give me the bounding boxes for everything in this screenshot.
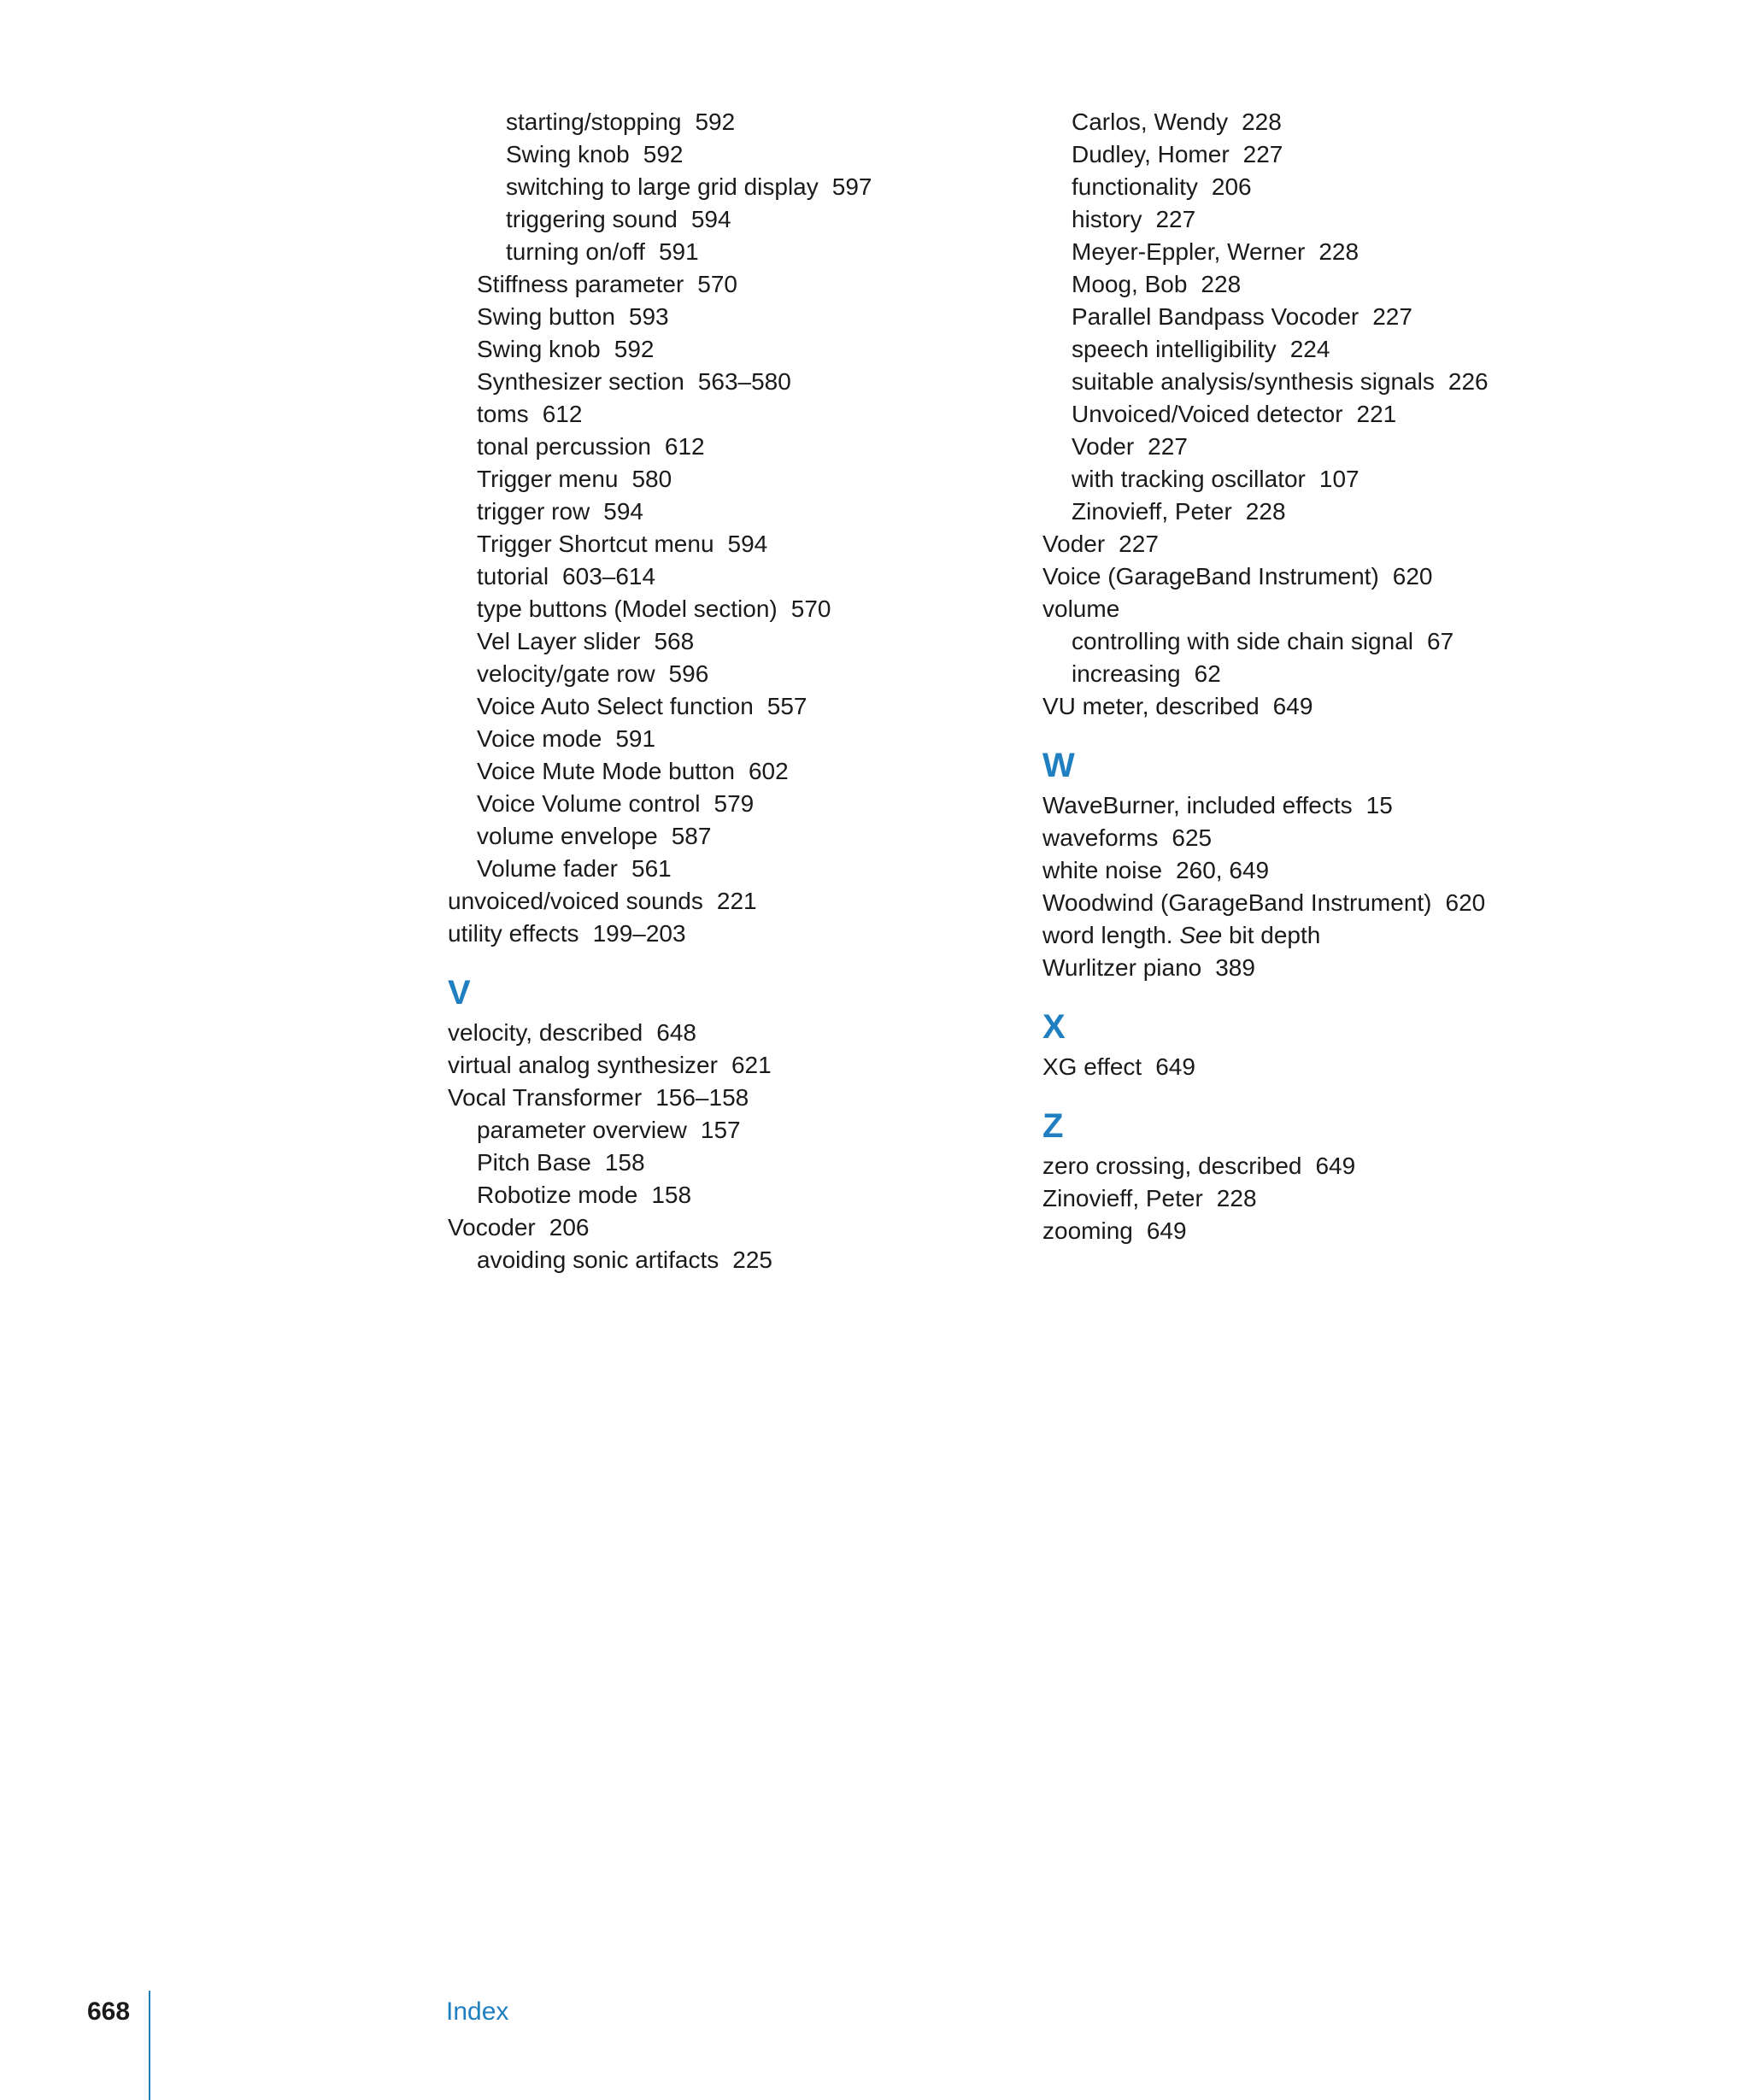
- index-page-ref: 612: [542, 401, 583, 427]
- index-subentry: [448, 658, 978, 690]
- footer-divider: [149, 1991, 150, 2100]
- index-term: white noise: [1042, 857, 1163, 883]
- index-page-ref: 602: [748, 758, 789, 784]
- index-page-ref: 221: [1356, 401, 1397, 427]
- index-page-ref: 228: [1216, 1185, 1257, 1211]
- index-page-ref: 591: [615, 725, 656, 752]
- index-entry: [1042, 952, 1572, 984]
- index-term: XG effect: [1042, 1053, 1142, 1080]
- index-term: waveforms: [1042, 824, 1159, 851]
- index-term: with tracking oscillator: [1072, 466, 1306, 492]
- index-entry: [448, 1082, 978, 1114]
- index-term: Swing knob: [477, 336, 601, 362]
- index-page-ref: 67: [1427, 628, 1454, 654]
- index-subentry: [448, 106, 978, 138]
- index-page-ref: 157: [700, 1117, 741, 1143]
- index-subentry: [448, 560, 978, 593]
- index-page-ref: 592: [614, 336, 655, 362]
- index-term: Moog, Bob: [1072, 271, 1188, 297]
- index-subentry: [448, 1179, 978, 1211]
- index-subentry: [448, 690, 978, 723]
- index-term: volume: [1042, 595, 1120, 622]
- index-page-ref: 592: [695, 109, 736, 135]
- index-page-ref: 156–158: [655, 1084, 749, 1111]
- index-letter-heading: W: [1042, 747, 1075, 784]
- index-term: volume envelope: [477, 823, 658, 849]
- index-page-ref: 227: [1242, 141, 1283, 167]
- index-page-ref: 592: [643, 141, 684, 167]
- index-subentry: [1042, 138, 1572, 171]
- index-page-ref: 199–203: [592, 920, 686, 947]
- index-term: functionality: [1072, 173, 1198, 200]
- index-term: Wurlitzer piano: [1042, 954, 1202, 981]
- index-term: trigger row: [477, 498, 590, 525]
- index-page-ref: 62: [1194, 660, 1221, 687]
- index-term: Swing button: [477, 303, 615, 330]
- index-subentry: [448, 853, 978, 885]
- index-entry: [1042, 1150, 1572, 1182]
- index-subentry: [1042, 398, 1572, 431]
- index-term: history: [1072, 206, 1142, 232]
- index-subentry: [448, 593, 978, 625]
- index-term: turning on/off: [506, 238, 645, 265]
- index-term: Trigger menu: [477, 466, 619, 492]
- index-term: Volume fader: [477, 855, 618, 882]
- index-page-ref: 568: [654, 628, 695, 654]
- index-term: tutorial: [477, 563, 549, 590]
- index-page-ref: 625: [1172, 824, 1213, 851]
- index-subentry: [1042, 301, 1572, 333]
- index-term: virtual analog synthesizer: [448, 1052, 718, 1078]
- index-subentry: [1042, 366, 1572, 398]
- index-term: Synthesizer section: [477, 368, 684, 395]
- index-subentry: [1042, 203, 1572, 236]
- index-subentry: [1042, 106, 1572, 138]
- index-page-ref: 620: [1445, 889, 1486, 916]
- index-letter-heading: Z: [1042, 1107, 1064, 1145]
- index-subentry: [448, 1244, 978, 1276]
- index-page-ref: 206: [549, 1214, 590, 1241]
- index-subentry: [448, 171, 978, 203]
- index-page-ref: 587: [671, 823, 712, 849]
- index-term: Voice Auto Select function: [477, 693, 754, 719]
- index-page-ref: 225: [732, 1247, 772, 1273]
- index-term: zooming: [1042, 1217, 1133, 1244]
- index-subentry: [448, 268, 978, 301]
- index-term: Zinovieff, Peter: [1072, 498, 1232, 525]
- index-subentry: [448, 431, 978, 463]
- index-term: triggering sound: [506, 206, 678, 232]
- index-page-ref: 107: [1318, 466, 1359, 492]
- index-subentry: [448, 366, 978, 398]
- index-page-ref: 389: [1215, 954, 1255, 981]
- index-term: controlling with side chain signal: [1072, 628, 1413, 654]
- index-subentry: [448, 203, 978, 236]
- index-subentry: [448, 463, 978, 496]
- index-entry: [448, 918, 978, 950]
- index-term: parameter overview: [477, 1117, 687, 1143]
- index-page-ref: 227: [1148, 433, 1188, 460]
- index-term: Woodwind (GarageBand Instrument): [1042, 889, 1432, 916]
- index-entry: [1042, 1215, 1572, 1247]
- index-entry: [1042, 919, 1572, 952]
- index-page-ref: 649: [1272, 693, 1313, 719]
- index-entry: [448, 1049, 978, 1082]
- index-term: Stiffness parameter: [477, 271, 684, 297]
- see-reference-label: See: [1179, 922, 1223, 948]
- index-term: Vocal Transformer: [448, 1084, 643, 1111]
- index-term: Unvoiced/Voiced detector: [1072, 401, 1343, 427]
- index-entry: [1042, 822, 1572, 854]
- index-entry: [1042, 789, 1572, 822]
- index-page-ref: 260, 649: [1176, 857, 1270, 883]
- index-page-ref: 228: [1245, 498, 1286, 525]
- index-term: speech intelligibility: [1072, 336, 1277, 362]
- index-subentry: [448, 333, 978, 366]
- index-subentry: [448, 1114, 978, 1147]
- index-term: zero crossing, described: [1042, 1153, 1302, 1179]
- index-term: utility effects: [448, 920, 579, 947]
- index-term: Trigger Shortcut menu: [477, 531, 714, 557]
- index-term: WaveBurner, included effects: [1042, 792, 1353, 818]
- index-letter-heading: V: [448, 974, 471, 1012]
- index-entry: [1042, 1051, 1572, 1083]
- index-term: tonal percussion: [477, 433, 651, 460]
- index-term: Dudley, Homer: [1072, 141, 1230, 167]
- index-page-ref: 570: [790, 595, 831, 622]
- index-subentry: [1042, 268, 1572, 301]
- see-reference-target: bit depth: [1228, 922, 1321, 948]
- index-term: starting/stopping: [506, 109, 682, 135]
- index-term: suitable analysis/synthesis signals: [1072, 368, 1435, 395]
- index-subentry: [448, 1147, 978, 1179]
- index-page-ref: 227: [1372, 303, 1412, 330]
- index-term: Vel Layer slider: [477, 628, 641, 654]
- index-subentry: [1042, 463, 1572, 496]
- index-subentry: [1042, 236, 1572, 268]
- index-term: Robotize mode: [477, 1182, 638, 1208]
- index-term: unvoiced/voiced sounds: [448, 888, 703, 914]
- index-page-ref: 228: [1201, 271, 1242, 297]
- index-subentry: [448, 788, 978, 820]
- index-subentry: [1042, 496, 1572, 528]
- index-term: increasing: [1072, 660, 1181, 687]
- index-subentry: [1042, 625, 1572, 658]
- index-entry: [1042, 1182, 1572, 1215]
- index-entry: [1042, 528, 1572, 560]
- index-page-ref: 579: [714, 790, 755, 817]
- index-subentry: [1042, 658, 1572, 690]
- index-page-ref: 227: [1119, 531, 1159, 557]
- index-term: velocity, described: [448, 1019, 643, 1046]
- index-subentry: [448, 755, 978, 788]
- index-term: Swing knob: [506, 141, 630, 167]
- index-term: type buttons (Model section): [477, 595, 778, 622]
- index-term: avoiding sonic artifacts: [477, 1247, 719, 1273]
- index-page-ref: 593: [628, 303, 669, 330]
- index-page-ref: 561: [631, 855, 672, 882]
- index-page-ref: 594: [603, 498, 643, 525]
- index-term: Zinovieff, Peter: [1042, 1185, 1203, 1211]
- index-subentry: [448, 138, 978, 171]
- index-subentry: [448, 236, 978, 268]
- index-page-ref: 648: [656, 1019, 696, 1046]
- index-page-ref: 603–614: [562, 563, 656, 590]
- index-subentry: [448, 301, 978, 333]
- index-subentry: [448, 723, 978, 755]
- index-page-ref: 649: [1155, 1053, 1195, 1080]
- index-page-ref: 591: [658, 238, 699, 265]
- index-term: Vocoder: [448, 1214, 536, 1241]
- index-term: toms: [477, 401, 529, 427]
- index-term: switching to large grid display: [506, 173, 819, 200]
- index-letter-heading: X: [1042, 1008, 1066, 1046]
- index-term: word length.: [1042, 922, 1173, 948]
- index-subentry: [448, 496, 978, 528]
- index-term: Pitch Base: [477, 1149, 591, 1176]
- index-page-ref: 226: [1448, 368, 1489, 395]
- index-column-left: [448, 106, 978, 1276]
- index-page-ref: 221: [716, 888, 757, 914]
- index-subentry: [448, 398, 978, 431]
- index-page-ref: 228: [1318, 238, 1359, 265]
- index-term: velocity/gate row: [477, 660, 655, 687]
- index-page-ref: 580: [631, 466, 672, 492]
- index-term: Parallel Bandpass Vocoder: [1072, 303, 1359, 330]
- index-entry: [1042, 690, 1572, 723]
- index-page-ref: 612: [664, 433, 705, 460]
- index-page-ref: 158: [604, 1149, 645, 1176]
- page-number: 668: [87, 1997, 131, 2026]
- index-page-ref: 206: [1211, 173, 1252, 200]
- index-subentry: [1042, 333, 1572, 366]
- index-term: VU meter, described: [1042, 693, 1260, 719]
- index-page-ref: 224: [1289, 336, 1330, 362]
- index-entry: [1042, 854, 1572, 887]
- index-term: Voice mode: [477, 725, 602, 752]
- index-entry: [448, 1211, 978, 1244]
- index-entry: [448, 885, 978, 918]
- index-term: Voder: [1042, 531, 1106, 557]
- index-column-right: [1042, 106, 1572, 1247]
- index-page-ref: 594: [690, 206, 731, 232]
- index-term: Carlos, Wendy: [1072, 109, 1229, 135]
- section-title: Index: [446, 1997, 509, 2026]
- index-page-ref: 563–580: [697, 368, 791, 395]
- index-entry: [1042, 887, 1572, 919]
- index-page-ref: 570: [697, 271, 737, 297]
- index-page-ref: 158: [651, 1182, 692, 1208]
- index-term: Voice (GarageBand Instrument): [1042, 563, 1379, 590]
- index-page-ref: 597: [831, 173, 872, 200]
- index-page-ref: 227: [1155, 206, 1196, 232]
- index-page-ref: 621: [731, 1052, 772, 1078]
- index-term: Voice Volume control: [477, 790, 701, 817]
- index-entry: [448, 1017, 978, 1049]
- index-subentry: [448, 625, 978, 658]
- index-subentry: [1042, 171, 1572, 203]
- index-term: Voice Mute Mode button: [477, 758, 735, 784]
- index-subentry: [448, 528, 978, 560]
- index-page-ref: 557: [766, 693, 807, 719]
- index-page-ref: 620: [1392, 563, 1433, 590]
- index-page-ref: 649: [1146, 1217, 1187, 1244]
- index-page-ref: 15: [1365, 792, 1393, 818]
- index-page-ref: 596: [668, 660, 709, 687]
- index-page-ref: 228: [1242, 109, 1282, 135]
- index-entry: [1042, 560, 1572, 593]
- index-term: Voder: [1072, 433, 1135, 460]
- index-subentry: [1042, 431, 1572, 463]
- index-entry: [1042, 593, 1572, 625]
- index-page-ref: 649: [1315, 1153, 1356, 1179]
- index-subentry: [448, 820, 978, 853]
- index-page-ref: 594: [727, 531, 768, 557]
- index-term: Meyer-Eppler, Werner: [1072, 238, 1306, 265]
